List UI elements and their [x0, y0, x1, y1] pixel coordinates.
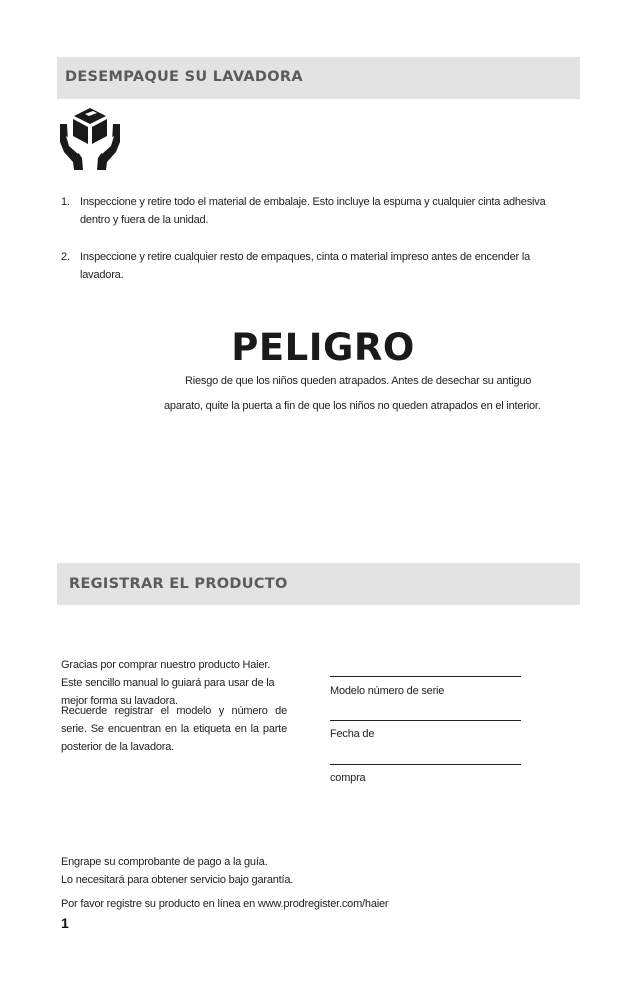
unpack-step-2 — [61, 248, 561, 281]
unpack-step-1 — [61, 193, 561, 229]
thanks-paragraph: Gracias por comprar nuestro producto Haier. Este sencillo manual lo guiará para usar de la mejor forma su lavadora. — [61, 659, 275, 707]
online-register-note: Por favor registre su producto en línea en www.prodregister.com/haier — [61, 898, 389, 910]
purchase-line — [330, 764, 521, 765]
section-header-unpack — [57, 57, 580, 99]
page-number: 1 — [61, 915, 69, 931]
step-text: Inspeccione y retire cualquier resto de empaques, cinta o material impreso antes de encender la lavadora. — [80, 251, 530, 281]
danger-text-line-2: aparato, quite la puerta a fin de que los niños no queden atrapados en el interior. — [164, 400, 541, 412]
date-line — [330, 720, 521, 721]
model-serial-line — [330, 676, 521, 677]
staple-receipt-note — [61, 853, 293, 889]
section-title-register: REGISTRAR EL PRODUCTO — [69, 576, 288, 592]
danger-text-line-1: Riesgo de que los niños queden atrapados. Antes de desechar su antiguo — [185, 375, 532, 387]
remember-paragraph: Recuerde registrar el modelo y número de serie. Se encuentran en la etiqueta en la parte posterior de la lavadora. — [61, 705, 287, 753]
danger-title: PELIGRO — [231, 326, 415, 369]
purchase-date-label: Fecha de — [330, 728, 375, 740]
section-title-unpack: DESEMPAQUE SU LAVADORA — [65, 69, 303, 85]
staple-line-2: Lo necesitará para obtener servicio bajo garantía. — [61, 874, 294, 886]
step-number: 2. — [61, 251, 70, 263]
staple-line-1: Engrape su comprobante de pago a la guía. — [61, 856, 268, 868]
package-hands-icon — [58, 106, 122, 172]
model-serial-label: Modelo número de serie — [330, 685, 445, 697]
step-text: Inspeccione y retire todo el material de embalaje. Esto incluye la espuma y cualquier cinta adhesiva dentro y fuera de la unidad. — [80, 196, 546, 226]
section-header-register — [57, 563, 580, 605]
purchase-label: compra — [330, 772, 366, 784]
step-number: 1. — [61, 196, 70, 208]
